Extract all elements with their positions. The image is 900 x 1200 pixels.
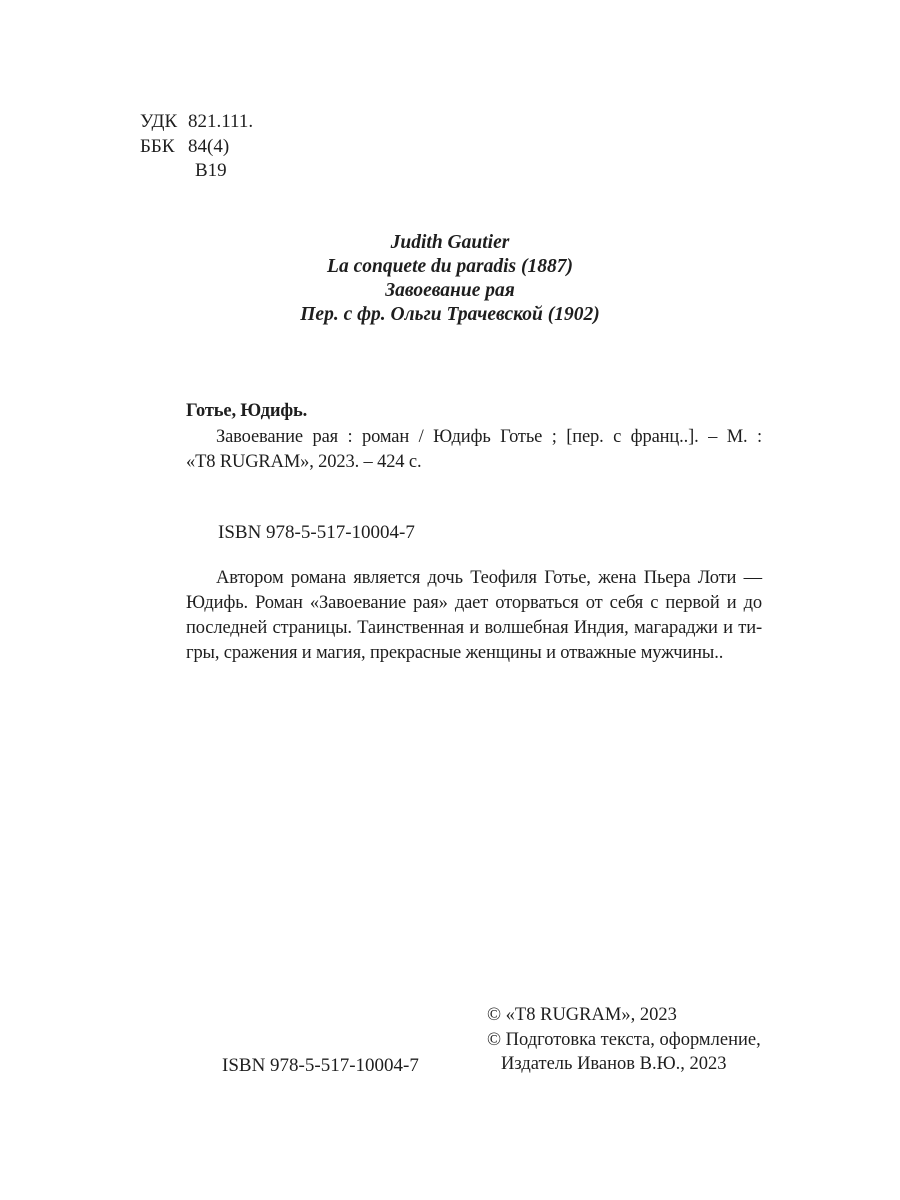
- annotation-line: гры, сражения и магия, прекрасные женщины и отважные мужчины..: [186, 643, 724, 663]
- bbk-value: 84(4): [188, 135, 230, 157]
- udk-row: [140, 110, 253, 135]
- biblio-line: Завоевание рая : роман / Юдифь Готье ; [пер. с франц..]. – М. :: [216, 426, 762, 447]
- bbk-row: [140, 135, 253, 160]
- author-sign-spacer: [140, 159, 188, 184]
- classification-block: [140, 110, 253, 184]
- copyright-preparation-line: © Подготовка текста, оформление,: [487, 1029, 761, 1050]
- annotation-line: Автором романа является дочь Теофиля Готье, жена Пьера Лоти —: [216, 568, 762, 588]
- isbn-number-bottom: ISBN 978-5-517-10004-7: [222, 1055, 419, 1076]
- bbk-label: ББК: [140, 135, 175, 157]
- bibliographic-entry: [186, 399, 762, 476]
- original-title: La conquete du paradis (1887): [327, 256, 573, 277]
- annotation-line: последней страницы. Таинственная и волшебная Индия, магараджи и ти-: [186, 618, 762, 638]
- isbn-number: ISBN 978-5-517-10004-7: [218, 522, 415, 543]
- annotation-line: Юдифь. Роман «Завоевание рая» дает оторваться от себя с первой и до: [186, 593, 762, 613]
- biblio-author-heading: Готье, Юдифь.: [186, 401, 308, 421]
- copyright-publisher-line: © «T8 RUGRAM», 2023: [487, 1005, 677, 1025]
- udk-label: УДК: [140, 111, 178, 132]
- author-sign-row: [140, 159, 253, 184]
- title-block: [0, 231, 900, 327]
- original-author: Judith Gautier: [390, 232, 510, 253]
- biblio-line: «T8 RUGRAM», 2023. – 424 с.: [186, 452, 422, 472]
- russian-title: Завоевание рая: [385, 280, 515, 301]
- translation-note: Пер. с фр. Ольги Трачевской (1902): [300, 304, 600, 325]
- copyright-block: [487, 1003, 761, 1077]
- author-sign: В19: [195, 160, 227, 181]
- annotation-paragraph: [186, 566, 762, 666]
- copyright-issuer-line: Издатель Иванов В.Ю., 2023: [501, 1054, 727, 1075]
- udk-value: 821.111.: [188, 111, 254, 132]
